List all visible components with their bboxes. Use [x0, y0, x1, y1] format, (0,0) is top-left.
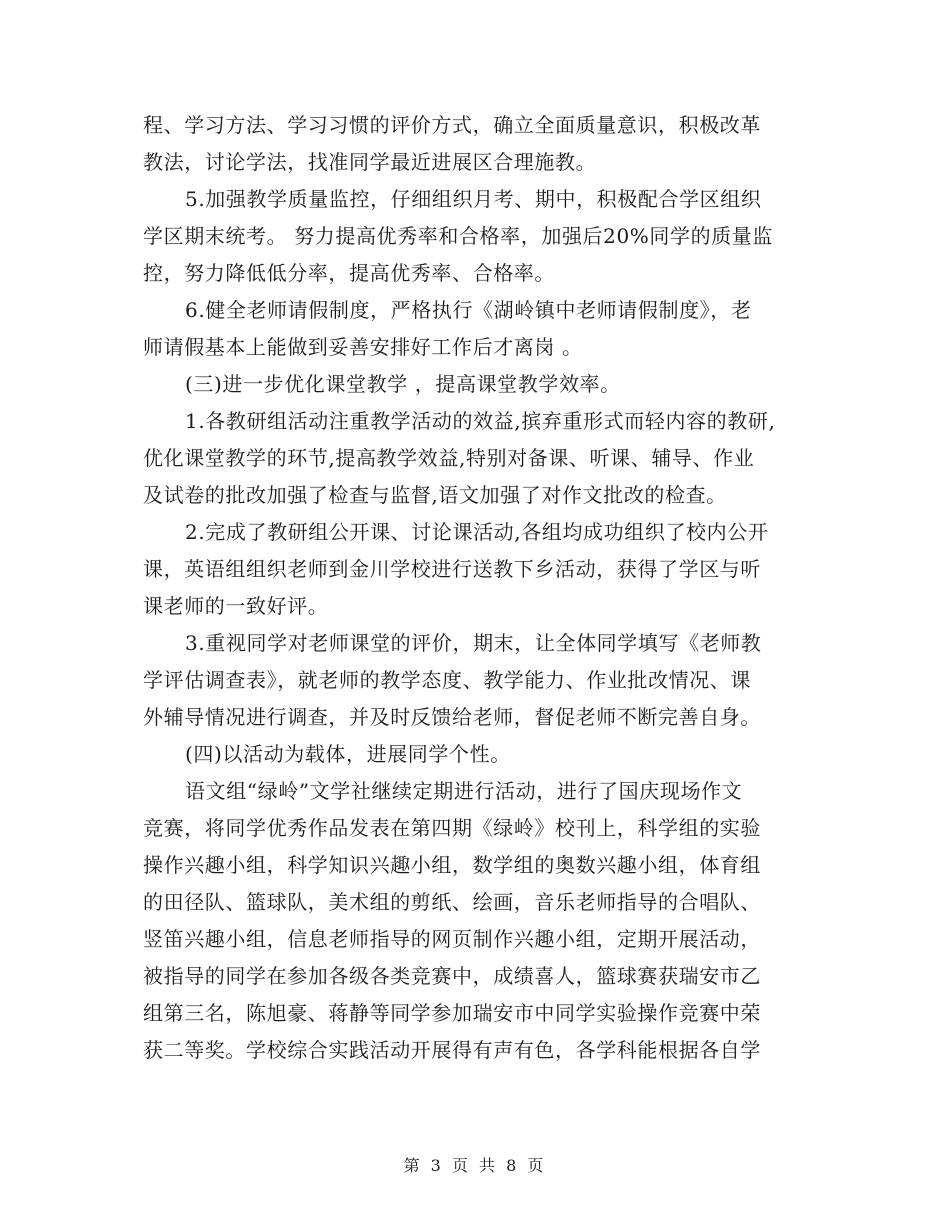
section-heading: (三)进一步优化课堂教学 ，提高课堂教学效率。	[185, 372, 621, 396]
text-line: 语文组“绿岭”文学社继续定期进行活动，进行了国庆现场作文	[185, 779, 743, 803]
text-line: 的田径队、篮球队，美术组的剪纸、绘画，音乐老师指导的合唱队、	[143, 890, 761, 914]
text-line: 3.重视同学对老师课堂的评价，期末，让全体同学填写《老师教	[185, 631, 762, 655]
text-line: 2.完成了教研组公开课、讨论课活动,各组均成功组织了校内公开	[185, 520, 769, 544]
page-number-footer: 第 3 页 共 8 页	[403, 1156, 547, 1175]
text-line: 竞赛，将同学优秀作品发表在第四期《绿岭》校刊上，科学组的实验	[143, 816, 761, 840]
text-line: 程、学习方法、学习习惯的评价方式，确立全面质量意识，积极改革	[143, 113, 761, 137]
text-line: 外辅导情况进行调查，并及时反馈给老师，督促老师不断完善自身。	[143, 705, 761, 729]
text-line: 组第三名，陈旭豪、蒋静等同学参加瑞安市中同学实验操作竞赛中荣	[143, 1001, 761, 1025]
text-line: 及试卷的批改加强了检查与监督,语文加强了对作文批改的检查。	[143, 483, 727, 507]
text-line: 6.健全老师请假制度，严格执行《湖岭镇中老师请假制度》，老	[185, 298, 752, 322]
text-line: 师请假基本上能做到妥善安排好工作后才离岗 。	[143, 335, 583, 359]
body-text	[143, 107, 823, 1069]
text-line: 控，努力降低低分率，提高优秀率、合格率。	[143, 261, 555, 285]
text-line: 获二等奖。学校综合实践活动开展得有声有色，各学科能根据各自学	[143, 1038, 761, 1062]
text-line: 1.各教研组活动注重教学活动的效益,摈弃重形式而轻内容的教研,	[185, 409, 776, 433]
text-line: 课老师的一致好评。	[143, 594, 329, 618]
text-line: 操作兴趣小组，科学知识兴趣小组，数学组的奥数兴趣小组，体育组	[143, 853, 761, 877]
text-line: 被指导的同学在参加各级各类竞赛中，成绩喜人，篮球赛获瑞安市乙	[143, 964, 761, 988]
text-line: 课，英语组组织老师到金川学校进行送教下乡活动，获得了学区与听	[143, 557, 761, 581]
text-line: 竖笛兴趣小组，信息老师指导的网页制作兴趣小组，定期开展活动，	[143, 927, 761, 951]
text-line: 5.加强教学质量监控，仔细组织月考、期中，积极配合学区组织	[185, 187, 762, 211]
section-heading: (四)以活动为载体，进展同学个性。	[185, 742, 511, 766]
text-line: 学评估调查表》，就老师的教学态度、教学能力、作业批改情况、课	[143, 668, 751, 692]
text-line: 教法，讨论学法，找准同学最近进展区合理施教。	[143, 150, 597, 174]
text-line: 优化课堂教学的环节,提高教学效益,特别对备课、听课、辅导、作业	[143, 446, 755, 470]
text-line: 学区期末统考。 努力提高优秀率和合格率，加强后20%同学的质量监	[143, 224, 774, 248]
